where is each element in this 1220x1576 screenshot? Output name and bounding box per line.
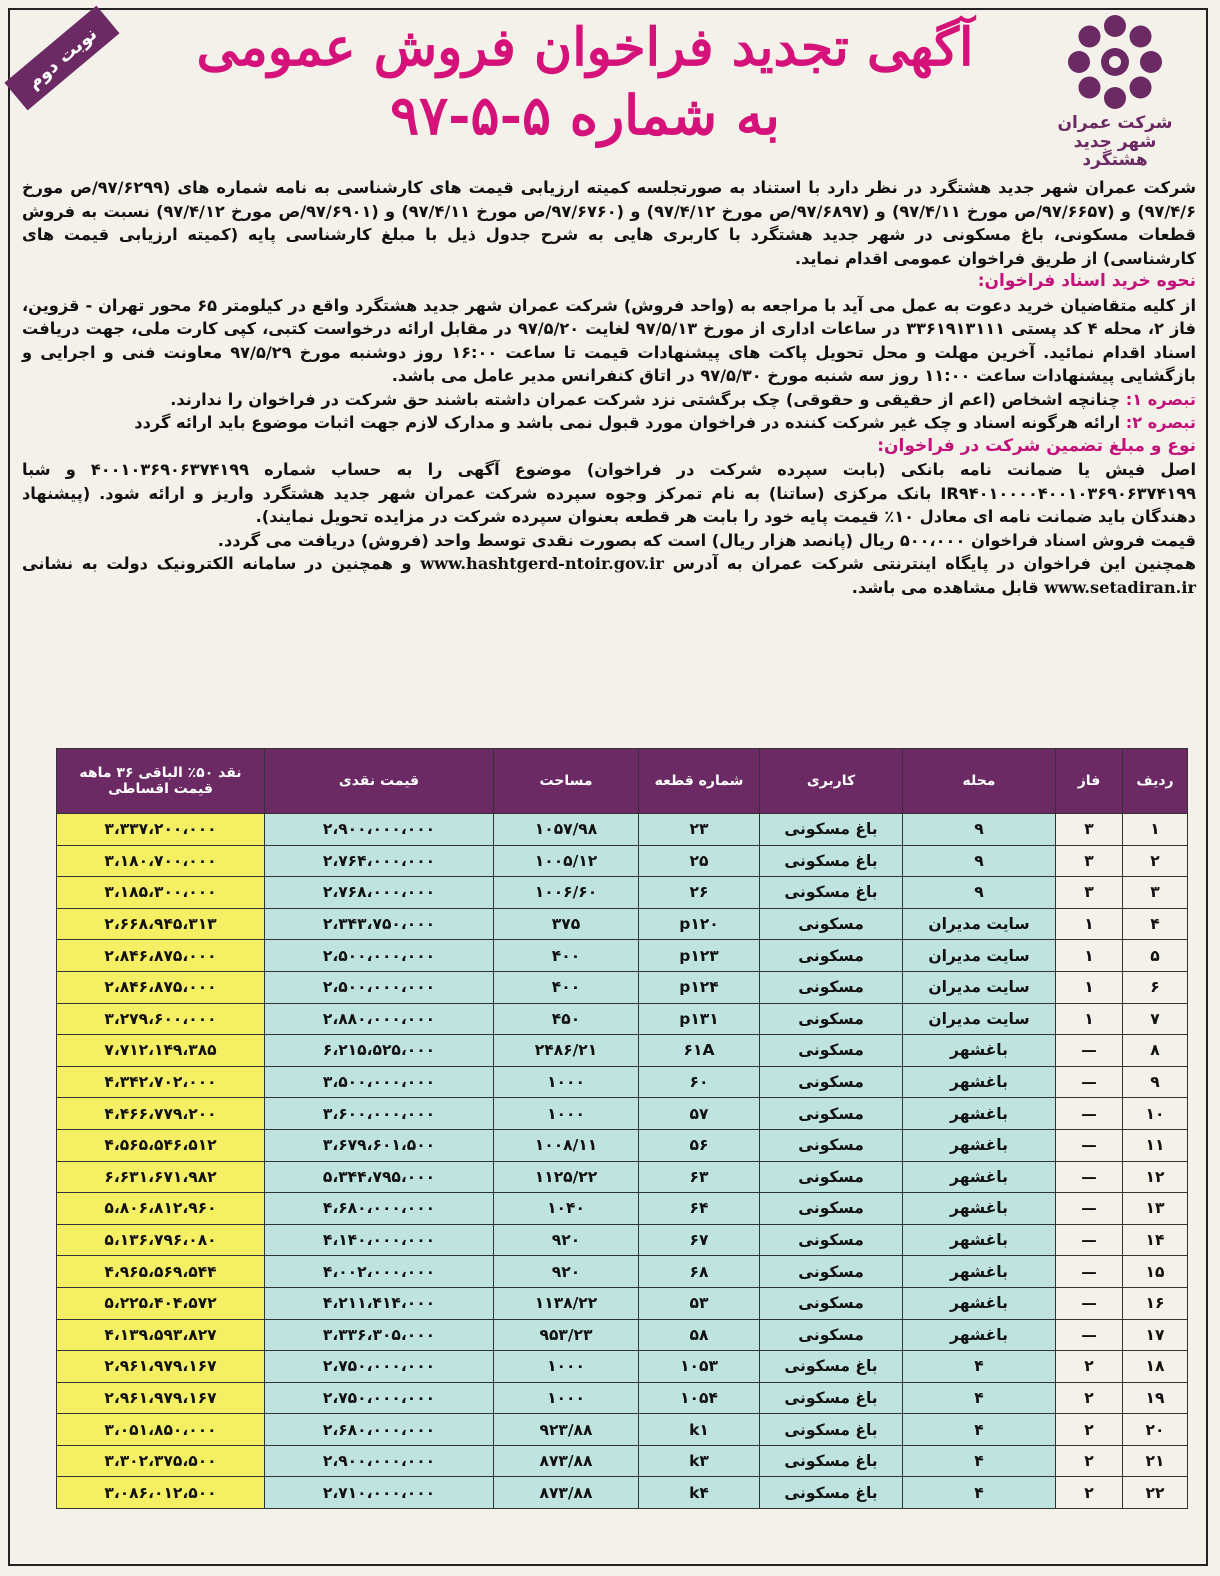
logo-city-name: شهر جدید هشتگرد [1073, 131, 1157, 171]
area-cell: ۴۰۰ [494, 940, 639, 972]
plot-number-cell: p۱۲۳ [639, 940, 760, 972]
table-row [57, 1351, 1188, 1383]
website-url-2[interactable]: www.setadiran.ir [1044, 577, 1196, 597]
area-cell: ۱۰۰۰ [494, 1098, 639, 1130]
area-cell: ۱۰۰۰ [494, 1351, 639, 1383]
row-number-cell: ۷ [1123, 1003, 1188, 1035]
note-1-label: تبصره ۱: [1125, 389, 1196, 409]
use-cell: مسکونی [760, 1287, 903, 1319]
table-row [57, 1129, 1188, 1161]
cash-price-cell: ۲،۷۶۴،۰۰۰،۰۰۰ [265, 845, 494, 877]
district-cell: سایت مدیران [903, 1003, 1056, 1035]
use-cell: مسکونی [760, 908, 903, 940]
phase-cell: — [1056, 1129, 1123, 1161]
phase-cell: — [1056, 1035, 1123, 1067]
table-row [57, 1035, 1188, 1067]
website-line [22, 552, 1196, 599]
row-number-cell: ۱ [1123, 814, 1188, 846]
district-cell: ۴ [903, 1445, 1056, 1477]
use-cell: باغ مسکونی [760, 845, 903, 877]
row-number-cell: ۲ [1123, 845, 1188, 877]
installment-price-cell: ۷،۷۱۲،۱۴۹،۳۸۵ [57, 1035, 265, 1067]
purchase-docs-heading: نحوه خرید اسناد فراخوان: [977, 271, 1196, 291]
company-logo [1040, 14, 1190, 171]
phase-cell: — [1056, 1287, 1123, 1319]
area-cell: ۱۰۵۷/۹۸ [494, 814, 639, 846]
use-cell: مسکونی [760, 1319, 903, 1351]
table-row [57, 845, 1188, 877]
table-row [57, 908, 1188, 940]
use-cell: مسکونی [760, 1066, 903, 1098]
district-cell: ۴ [903, 1351, 1056, 1383]
table-row [57, 1193, 1188, 1225]
website-pre: همچنین این فراخوان در پایگاه اینترنتی شرکت عمران به آدرس [672, 554, 1197, 573]
plot-number-cell: ۶۷ [639, 1224, 760, 1256]
phase-cell: ۳ [1056, 845, 1123, 877]
phase-cell: — [1056, 1066, 1123, 1098]
purchase-docs-text: از کلیه متقاضیان خرید دعوت به عمل می آید با مراجعه به (واحد فروش) شرکت عمران شهر جدید هشتگرد واقع در کیلومتر ۶۵ محور تهران - قزوین، فاز ۲، محله ۴ کد پستی ۳۳۶۱۹۱۳۱۱۱ در ساعات اداری از مورخ ۹۷/۵/۱۳ لغایت ۹۷/۵/۲۰ در مقابل ارائه درخواست کتبی، کپی کارت ملی، جهت دریافت اسناد اقدام نمائید. آخرین مهلت و محل تحویل پاکت های پیشنهادات قیمت تا ساعت ۱۶:۰۰ روز دوشنبه مورخ ۹۷/۵/۲۹ معاونت فنی و اجرایی و بازگشایی پیشنهادات ساعت ۱۱:۰۰ روز سه شنبه مورخ ۹۷/۵/۳۰ در اتاق کنفرانس مدیر عامل می باشد. [22, 295, 1196, 385]
header-area: مساحت [494, 749, 639, 814]
use-cell: مسکونی [760, 1224, 903, 1256]
row-number-cell: ۳ [1123, 877, 1188, 909]
table-row [57, 1161, 1188, 1193]
website-url-1[interactable]: www.hashtgerd-ntoir.gov.ir [420, 554, 664, 573]
installment-price-cell: ۴،۴۶۶،۷۷۹،۲۰۰ [57, 1098, 265, 1130]
installment-price-cell: ۳،۱۸۵،۳۰۰،۰۰۰ [57, 877, 265, 909]
header-row-number: ردیف [1123, 749, 1188, 814]
plot-number-cell: ۶۱A [639, 1035, 760, 1067]
table-row [57, 1224, 1188, 1256]
phase-cell: ۱ [1056, 908, 1123, 940]
cash-price-cell: ۴،۶۸۰،۰۰۰،۰۰۰ [265, 1193, 494, 1225]
row-number-cell: ۱۰ [1123, 1098, 1188, 1130]
district-cell: باغشهر [903, 1224, 1056, 1256]
table-header-row [57, 749, 1188, 814]
header-phase: فاز [1056, 749, 1123, 814]
row-number-cell: ۶ [1123, 971, 1188, 1003]
area-cell: ۱۱۲۵/۲۲ [494, 1161, 639, 1193]
installment-price-cell: ۲،۹۶۱،۹۷۹،۱۶۷ [57, 1351, 265, 1383]
table-row [57, 1382, 1188, 1414]
table-row [57, 877, 1188, 909]
table-row [57, 1066, 1188, 1098]
guarantee-text: اصل فیش یا ضمانت نامه بانکی (بابت سپرده شرکت در فراخوان) موضوع آگهی را به حساب شماره ۴۰۰۱۰۳۶۹۰۶۳۷۴۱۹۹ و شبا IR۹۴۰۱۰۰۰۰۴۰۰۱۰۳۶۹۰۶۳۷۴۱۹۹ بانک مرکزی (ساتنا) به نام تمرکز وجوه سپرده شرکت عمران شهر جدید هشتگرد واریز و ارائه شود. (پیشنهاد دهندگان باید ضمانت نامه ای معادل ۱۰٪ قیمت پایه خود را بابت هر قطعه بعنوان سپرده شرکت در مزایده تحویل نمایند). [22, 460, 1196, 526]
district-cell: باغشهر [903, 1161, 1056, 1193]
district-cell: باغشهر [903, 1129, 1056, 1161]
table-row [57, 1319, 1188, 1351]
announcement-title [140, 16, 1030, 150]
phase-cell: ۲ [1056, 1382, 1123, 1414]
row-number-cell: ۴ [1123, 908, 1188, 940]
cash-price-cell: ۳،۳۳۶،۳۰۵،۰۰۰ [265, 1319, 494, 1351]
title-line-2: به شماره ۵-۵-۹۷ [390, 83, 780, 147]
district-cell: ۹ [903, 845, 1056, 877]
note-2-label: تبصره ۲: [1125, 413, 1196, 432]
website-post: قابل مشاهده می باشد. [851, 577, 1039, 597]
table-row [57, 814, 1188, 846]
guarantee-heading: نوع و مبلغ تضمین شرکت در فراخوان: [877, 435, 1196, 456]
row-number-cell: ۱۶ [1123, 1287, 1188, 1319]
table-row [57, 940, 1188, 972]
table-row [57, 1287, 1188, 1319]
note-2-text: ارائه هرگونه اسناد و چک غیر شرکت کننده در فراخوان مورد قبول نمی باشد و مدارک لازم جهت اثبات موضوع باید ارائه گردد [134, 413, 1121, 432]
plot-number-cell: ۶۸ [639, 1256, 760, 1288]
use-cell: مسکونی [760, 1098, 903, 1130]
area-cell: ۸۷۳/۸۸ [494, 1477, 639, 1509]
note-1-text: چنانچه اشخاص (اعم از حقیقی و حقوقی) چک برگشتی نزد شرکت عمران داشته باشند حق شرکت در فراخوان را ندارند. [170, 389, 1121, 409]
cash-price-cell: ۳،۶۷۹،۶۰۱،۵۰۰ [265, 1129, 494, 1161]
cash-price-cell: ۴،۱۴۰،۰۰۰،۰۰۰ [265, 1224, 494, 1256]
cash-price-cell: ۲،۹۰۰،۰۰۰،۰۰۰ [265, 814, 494, 846]
installment-price-cell: ۵،۱۳۶،۷۹۶،۰۸۰ [57, 1224, 265, 1256]
use-cell: مسکونی [760, 1129, 903, 1161]
cash-price-cell: ۳،۶۰۰،۰۰۰،۰۰۰ [265, 1098, 494, 1130]
title-line-1: آگهی تجدید فراخوان فروش عمومی [196, 17, 974, 78]
plot-number-cell: ۵۷ [639, 1098, 760, 1130]
cash-price-cell: ۴،۲۱۱،۴۱۴،۰۰۰ [265, 1287, 494, 1319]
table-row [57, 1098, 1188, 1130]
installment-price-cell: ۳،۳۳۷،۲۰۰،۰۰۰ [57, 814, 265, 846]
cash-price-cell: ۴،۰۰۲،۰۰۰،۰۰۰ [265, 1256, 494, 1288]
phase-cell: ۲ [1056, 1477, 1123, 1509]
plot-number-cell: ۵۳ [639, 1287, 760, 1319]
district-cell: ۴ [903, 1477, 1056, 1509]
area-cell: ۴۵۰ [494, 1003, 639, 1035]
installment-price-cell: ۳،۰۵۱،۸۵۰،۰۰۰ [57, 1414, 265, 1446]
area-cell: ۸۷۳/۸۸ [494, 1445, 639, 1477]
installment-price-cell: ۴،۹۶۵،۵۶۹،۵۴۴ [57, 1256, 265, 1288]
row-number-cell: ۱۴ [1123, 1224, 1188, 1256]
district-cell: سایت مدیران [903, 971, 1056, 1003]
note-2 [22, 411, 1196, 435]
phase-cell: ۳ [1056, 877, 1123, 909]
cash-price-cell: ۲،۸۸۰،۰۰۰،۰۰۰ [265, 1003, 494, 1035]
phase-cell: — [1056, 1161, 1123, 1193]
district-cell: ۴ [903, 1382, 1056, 1414]
phase-cell: ۱ [1056, 971, 1123, 1003]
district-cell: سایت مدیران [903, 908, 1056, 940]
area-cell: ۱۰۴۰ [494, 1193, 639, 1225]
cash-price-cell: ۲،۵۰۰،۰۰۰،۰۰۰ [265, 940, 494, 972]
phase-cell: — [1056, 1224, 1123, 1256]
plot-number-cell: ۶۴ [639, 1193, 760, 1225]
table-row [57, 1414, 1188, 1446]
row-number-cell: ۱۳ [1123, 1193, 1188, 1225]
phase-cell: ۲ [1056, 1351, 1123, 1383]
district-cell: سایت مدیران [903, 940, 1056, 972]
plot-number-cell: ۲۶ [639, 877, 760, 909]
plot-number-cell: ۵۸ [639, 1319, 760, 1351]
header-installment-price: نقد ۵۰٪ الباقی ۳۶ ماهه قیمت اقساطی [57, 749, 265, 814]
row-number-cell: ۱۷ [1123, 1319, 1188, 1351]
use-cell: باغ مسکونی [760, 1382, 903, 1414]
installment-price-cell: ۳،۲۷۹،۶۰۰،۰۰۰ [57, 1003, 265, 1035]
row-number-cell: ۱۱ [1123, 1129, 1188, 1161]
phase-cell: ۲ [1056, 1445, 1123, 1477]
table-row [57, 1477, 1188, 1509]
plot-number-cell: p۱۳۱ [639, 1003, 760, 1035]
row-number-cell: ۱۸ [1123, 1351, 1188, 1383]
use-cell: باغ مسکونی [760, 1445, 903, 1477]
intro-paragraph: شرکت عمران شهر جدید هشتگرد در نظر دارد با استناد به صورتجلسه کمیته ارزیابی قیمت های کارشناسی به نامه شماره های (۹۷/۶۲۹۹/ص مورخ ۹۷/۴/۶) و (۹۷/۶۶۵۷/ص مورخ ۹۷/۴/۱۱) و (۹۷/۶۸۹۷/ص مورخ ۹۷/۴/۱۲) و (۹۷/۶۷۶۰/ص مورخ ۹۷/۴/۱۱) و (۹۷/۶۹۰۱/ص مورخ ۹۷/۴/۱۲) نسبت به فروش قطعات مسکونی، باغ مسکونی در شهر جدید هشتگرد با کاربری هایی به شرح جدول ذیل با مبلغ کارشناسی پایه (کمیته ارزیابی قیمت های کارشناسی) از طریق فراخوان عمومی اقدام نماید. [22, 178, 1197, 268]
use-cell: مسکونی [760, 940, 903, 972]
cash-price-cell: ۲،۳۴۳،۷۵۰،۰۰۰ [265, 908, 494, 940]
area-cell: ۹۵۳/۲۳ [494, 1319, 639, 1351]
installment-price-cell: ۴،۵۶۵،۵۴۶،۵۱۲ [57, 1129, 265, 1161]
plot-number-cell: k۳ [639, 1445, 760, 1477]
plot-number-cell: ۲۵ [639, 845, 760, 877]
plot-number-cell: p۱۲۰ [639, 908, 760, 940]
cash-price-cell: ۳،۵۰۰،۰۰۰،۰۰۰ [265, 1066, 494, 1098]
cash-price-cell: ۶،۲۱۵،۵۲۵،۰۰۰ [265, 1035, 494, 1067]
district-cell: باغشهر [903, 1287, 1056, 1319]
use-cell: مسکونی [760, 971, 903, 1003]
phase-cell: ۳ [1056, 814, 1123, 846]
header-district: محله [903, 749, 1056, 814]
installment-price-cell: ۳،۱۸۰،۷۰۰،۰۰۰ [57, 845, 265, 877]
installment-price-cell: ۳،۰۸۶،۰۱۲،۵۰۰ [57, 1477, 265, 1509]
area-cell: ۱۰۰۵/۱۲ [494, 845, 639, 877]
area-cell: ۱۰۰۸/۱۱ [494, 1129, 639, 1161]
installment-price-cell: ۶،۶۳۱،۶۷۱،۹۸۲ [57, 1161, 265, 1193]
use-cell: مسکونی [760, 1003, 903, 1035]
area-cell: ۱۰۰۶/۶۰ [494, 877, 639, 909]
installment-price-cell: ۲،۸۴۶،۸۷۵،۰۰۰ [57, 971, 265, 1003]
second-round-badge: نوبت دوم [4, 6, 119, 111]
row-number-cell: ۱۲ [1123, 1161, 1188, 1193]
installment-price-cell: ۵،۲۲۵،۴۰۴،۵۷۲ [57, 1287, 265, 1319]
plot-number-cell: ۱۰۵۳ [639, 1351, 760, 1383]
company-logo-icon [1067, 14, 1163, 110]
use-cell: باغ مسکونی [760, 1351, 903, 1383]
area-cell: ۹۲۰ [494, 1256, 639, 1288]
area-cell: ۱۰۰۰ [494, 1066, 639, 1098]
use-cell: باغ مسکونی [760, 877, 903, 909]
district-cell: ۴ [903, 1414, 1056, 1446]
phase-cell: — [1056, 1256, 1123, 1288]
header-cash-price: قیمت نقدی [265, 749, 494, 814]
table-row [57, 971, 1188, 1003]
area-cell: ۱۰۰۰ [494, 1382, 639, 1414]
plot-number-cell: k۴ [639, 1477, 760, 1509]
installment-price-cell: ۵،۸۰۶،۸۱۲،۹۶۰ [57, 1193, 265, 1225]
district-cell: باغشهر [903, 1098, 1056, 1130]
installment-price-cell: ۲،۹۶۱،۹۷۹،۱۶۷ [57, 1382, 265, 1414]
cash-price-cell: ۲،۷۱۰،۰۰۰،۰۰۰ [265, 1477, 494, 1509]
row-number-cell: ۹ [1123, 1066, 1188, 1098]
area-cell: ۹۲۳/۸۸ [494, 1414, 639, 1446]
plot-number-cell: ۶۳ [639, 1161, 760, 1193]
use-cell: باغ مسکونی [760, 1477, 903, 1509]
use-cell: مسکونی [760, 1161, 903, 1193]
installment-price-cell: ۲،۶۶۸،۹۴۵،۳۱۳ [57, 908, 265, 940]
row-number-cell: ۸ [1123, 1035, 1188, 1067]
plot-number-cell: ۶۰ [639, 1066, 760, 1098]
row-number-cell: ۱۹ [1123, 1382, 1188, 1414]
plot-number-cell: ۵۶ [639, 1129, 760, 1161]
plot-number-cell: ۱۰۵۴ [639, 1382, 760, 1414]
plot-number-cell: p۱۲۴ [639, 971, 760, 1003]
use-cell: باغ مسکونی [760, 814, 903, 846]
district-cell: باغشهر [903, 1193, 1056, 1225]
district-cell: باغشهر [903, 1066, 1056, 1098]
plots-table [56, 748, 1188, 1509]
phase-cell: — [1056, 1319, 1123, 1351]
logo-company-name: شرکت عمران [1057, 113, 1173, 133]
installment-price-cell: ۲،۸۴۶،۸۷۵،۰۰۰ [57, 940, 265, 972]
phase-cell: ۲ [1056, 1414, 1123, 1446]
district-cell: باغشهر [903, 1319, 1056, 1351]
plot-number-cell: k۱ [639, 1414, 760, 1446]
plot-number-cell: ۲۳ [639, 814, 760, 846]
header-plot-number: شماره قطعه [639, 749, 760, 814]
cash-price-cell: ۲،۷۶۸،۰۰۰،۰۰۰ [265, 877, 494, 909]
installment-price-cell: ۴،۱۳۹،۵۹۳،۸۲۷ [57, 1319, 265, 1351]
announcement-body [22, 176, 1196, 599]
header-use: کاربری [760, 749, 903, 814]
table-row [57, 1003, 1188, 1035]
use-cell: مسکونی [760, 1035, 903, 1067]
note-1 [22, 388, 1196, 412]
area-cell: ۱۱۳۸/۲۲ [494, 1287, 639, 1319]
installment-price-cell: ۳،۳۰۲،۳۷۵،۵۰۰ [57, 1445, 265, 1477]
use-cell: مسکونی [760, 1256, 903, 1288]
phase-cell: ۱ [1056, 940, 1123, 972]
table-row [57, 1445, 1188, 1477]
phase-cell: ۱ [1056, 1003, 1123, 1035]
row-number-cell: ۱۵ [1123, 1256, 1188, 1288]
row-number-cell: ۵ [1123, 940, 1188, 972]
cash-price-cell: ۵،۳۴۴،۷۹۵،۰۰۰ [265, 1161, 494, 1193]
district-cell: ۹ [903, 814, 1056, 846]
cash-price-cell: ۲،۷۵۰،۰۰۰،۰۰۰ [265, 1351, 494, 1383]
use-cell: مسکونی [760, 1193, 903, 1225]
district-cell: باغشهر [903, 1035, 1056, 1067]
district-cell: ۹ [903, 877, 1056, 909]
phase-cell: — [1056, 1098, 1123, 1130]
row-number-cell: ۲۲ [1123, 1477, 1188, 1509]
cash-price-cell: ۲،۶۸۰،۰۰۰،۰۰۰ [265, 1414, 494, 1446]
phase-cell: — [1056, 1193, 1123, 1225]
table-row [57, 1256, 1188, 1288]
installment-price-cell: ۴،۳۴۲،۷۰۲،۰۰۰ [57, 1066, 265, 1098]
website-mid: و همچنین در سامانه الکترونیک دولت به نشانی [22, 554, 412, 573]
row-number-cell: ۲۱ [1123, 1445, 1188, 1477]
docs-price-line: قیمت فروش اسناد فراخوان ۵۰۰،۰۰۰ ریال (پانصد هزار ریال) است که بصورت نقدی توسط واحد (فروش) دریافت می گردد. [217, 530, 1196, 550]
cash-price-cell: ۲،۷۵۰،۰۰۰،۰۰۰ [265, 1382, 494, 1414]
cash-price-cell: ۲،۹۰۰،۰۰۰،۰۰۰ [265, 1445, 494, 1477]
area-cell: ۹۲۰ [494, 1224, 639, 1256]
use-cell: باغ مسکونی [760, 1414, 903, 1446]
row-number-cell: ۲۰ [1123, 1414, 1188, 1446]
cash-price-cell: ۲،۵۰۰،۰۰۰،۰۰۰ [265, 971, 494, 1003]
area-cell: ۴۰۰ [494, 971, 639, 1003]
district-cell: باغشهر [903, 1256, 1056, 1288]
area-cell: ۳۷۵ [494, 908, 639, 940]
area-cell: ۲۴۸۶/۲۱ [494, 1035, 639, 1067]
